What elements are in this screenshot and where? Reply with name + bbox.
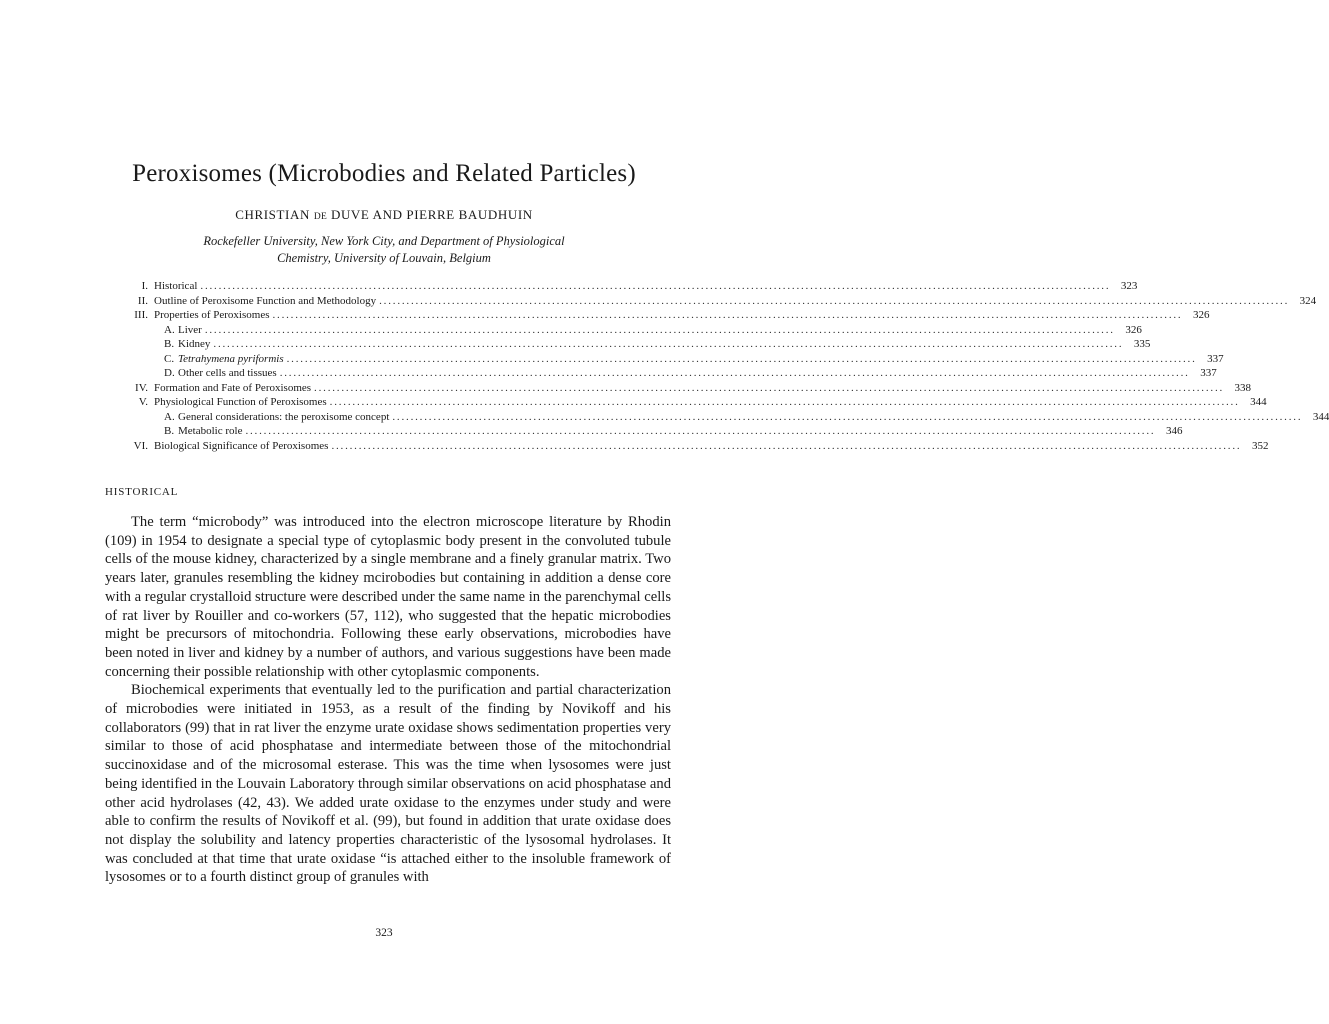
article-title: Peroxisomes (Microbodies and Related Particles) [132,160,636,187]
toc-entry [122,352,1224,367]
toc-entry-page: 326 [1125,323,1142,336]
toc-entry-number: I. [141,280,148,292]
toc-leader-dots: ........................................................................................................................................................................................................ [245,425,1156,437]
toc-leader-dots: ........................................................................................................................................................................................................ [379,294,1290,307]
toc-entry-page: 335 [1133,338,1151,350]
body-text [105,513,671,887]
toc-leader-dots: ........................................................................................................................................................................................................ [286,352,1197,365]
toc-entry-number: IV. [135,381,148,394]
toc-entry-page: 338 [1234,381,1252,394]
toc-entry [122,294,1317,309]
toc-entry-subletter: A. [164,410,175,423]
toc-leader-dots: ........................................................................................................................................................................................................ [204,323,1115,336]
toc-entry [122,279,1138,294]
toc-entry-page: 346 [1165,425,1183,437]
toc-entry-page: 352 [1251,439,1269,452]
toc-entry-label: General considerations: the peroxisome concept [178,410,390,423]
article-authors [0,207,768,223]
toc-entry-label: Kidney [178,338,211,350]
page-number: 323 [375,927,393,939]
toc-entry-subletter: D. [164,367,175,379]
toc-entry-number: VI. [133,439,148,452]
toc-entry-label: Liver [178,323,202,336]
toc-entry-label: Properties of Peroxisomes [154,309,270,321]
toc-leader-dots: ........................................................................................................................................................................................................ [314,381,1225,394]
toc-entry-page: 326 [1192,309,1210,321]
toc-entry [122,308,1210,323]
toc-leader-dots: ........................................................................................................................................................................................................ [213,338,1124,350]
author-name-part: CHRISTIAN [235,207,310,222]
affiliation-line: Rockefeller University, New York City, and Department of Physiological [203,234,565,248]
author-name-part: DUVE AND PIERRE BAUDHUIN [330,207,533,222]
table-of-contents [122,279,1329,453]
toc-entry-number: III. [134,309,148,321]
toc-entry-label: Other cells and tissues [178,367,277,379]
toc-leader-dots: ........................................................................................................................................................................................................ [279,367,1190,379]
toc-entry-page: 337 [1200,367,1217,379]
toc-entry-label: Biological Significance of Peroxisomes [154,439,329,452]
body-paragraph: The term “microbody” was introduced into the electron microscope literature by Rhodin (109) in 1954 to designate a special type of cytoplasmic body present in the convoluted tubule cells of the mouse kidney, characterized by a single membrane and a finely granular matrix. Two years later, granules resembling the kidney mcirobodies but containing in addition a dense core with a regular crystalloid structure were described under the same name in the parenchymal cells of rat liver by Rouiller and co-workers (57, 112), who suggested that the hepatic microbodies might be precursors of mitochondria. Following these early observations, microbodies have been noted in liver and kidney by a number of authors, and various suggestions have been made concerning their possible relationship with other cytoplasmic components. [105,514,671,680]
toc-entry [122,410,1329,425]
toc-entry-label: Physiological Function of Peroxisomes [154,396,327,408]
author-particle: DE [313,212,328,222]
body-paragraph: Biochemical experiments that eventually led to the purification and partial characterization of microbodies were initiated in 1953, as a result of the finding by Novikoff and his collaborators (99) that in rat liver the enzyme urate oxidase shows sedimentation properties very similar to those of acid phosphatase and intermediate between those of the mitochondrial succinoxidase and of the microsomal esterase. This was the time when lysosomes were just being identified in the Louvain Laboratory through similar observations on acid phosphatase and other acid hydrolases (42, 43). We added urate oxidase to the enzymes under study and were able to confirm the results of Novikoff et al. (99), but found in addition that urate oxidase does not display the solubility and latency properties characteristic of the lysosomal hydrolases. It was concluded at that time that urate oxidase “is attached either to the insoluble framework of lysosomes or to a fourth distinct group of granules with [105,682,671,886]
toc-entry-subletter: B. [164,425,175,437]
toc-leader-dots: ........................................................................................................................................................................................................ [272,309,1183,321]
toc-entry-number: II. [137,294,148,307]
toc-entry [122,366,1217,381]
toc-entry-label: Metabolic role [178,425,243,437]
toc-entry-label: Tetrahymena pyriformis [178,352,284,365]
toc-leader-dots: ........................................................................................................................................................................................................ [329,396,1240,408]
toc-entry-subletter: C. [164,352,175,365]
toc-leader-dots: ........................................................................................................................................................................................................ [331,439,1242,452]
toc-entry-number: V. [138,396,148,408]
toc-entry [122,323,1142,338]
toc-entry [122,424,1183,439]
toc-leader-dots: ........................................................................................................................................................................................................ [200,280,1111,292]
toc-entry-label: Formation and Fate of Peroxisomes [154,381,312,394]
toc-entry-subletter: B. [164,338,175,350]
toc-entry-label: Historical [154,280,198,292]
toc-entry-page: 344 [1250,396,1267,408]
article-affiliation [0,233,768,267]
toc-entry [122,439,1269,454]
toc-entry [122,395,1267,410]
toc-entry-page: 323 [1120,280,1138,292]
toc-entry-label: Outline of Peroxisome Function and Methodology [154,294,377,307]
toc-leader-dots: ........................................................................................................................................................................................................ [392,410,1303,423]
toc-entry-page: 324 [1299,294,1317,307]
toc-entry [122,337,1151,352]
toc-entry-subletter: A. [164,323,175,336]
toc-entry [122,381,1252,396]
toc-entry-page: 337 [1207,352,1224,365]
section-heading: HISTORICAL [105,486,179,498]
affiliation-line: Chemistry, University of Louvain, Belgium [277,251,491,265]
toc-entry-page: 344 [1312,410,1329,423]
